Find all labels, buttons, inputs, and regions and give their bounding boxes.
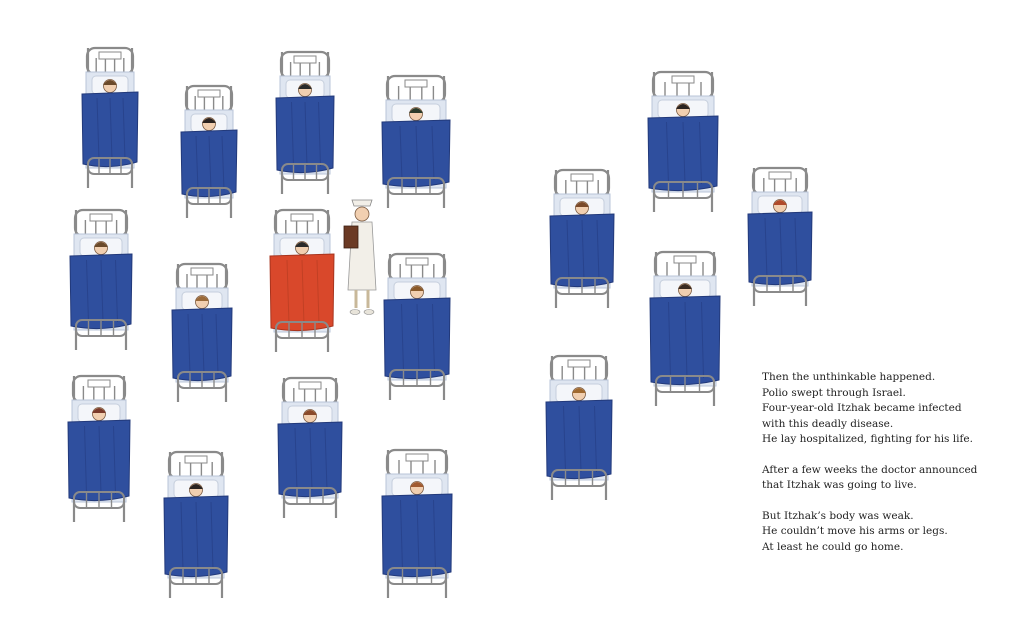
story-line: with this deadly disease. (762, 417, 894, 430)
story-line: At least he could go home. (762, 540, 904, 553)
story-line: He lay hospitalized, fighting for his life. (762, 433, 973, 445)
story-line: But Itzhak’s body was weak. (762, 509, 914, 522)
hospital-bed (270, 210, 334, 352)
hospital-bed (546, 356, 612, 500)
story-paragraph-1 (762, 370, 1002, 448)
hospital-bed (181, 86, 237, 218)
hospital-bed (382, 76, 450, 208)
story-line: Then the unthinkable happened. (762, 371, 936, 383)
hospital-bed (82, 48, 138, 188)
hospital-bed (70, 210, 132, 350)
hospital-bed (278, 378, 342, 518)
hospital-bed (276, 52, 334, 194)
hospital-bed (382, 450, 452, 598)
hospital-bed (68, 376, 130, 522)
story-line: After a few weeks the doctor announced (762, 463, 978, 476)
hospital-bed (650, 252, 720, 406)
hospital-bed (164, 452, 228, 598)
hospital-bed (748, 168, 812, 306)
story-line: He couldn’t move his arms or legs. (762, 525, 948, 537)
story-paragraph-3 (762, 509, 1002, 556)
hospital-bed (172, 264, 232, 402)
story-text (762, 370, 1002, 570)
hospital-bed (648, 72, 718, 212)
story-line: Polio swept through Israel. (762, 386, 906, 399)
hospital-bed (550, 170, 614, 308)
nurse-figure (344, 200, 376, 315)
story-paragraph-2 (762, 463, 1002, 494)
story-line: that Itzhak was going to live. (762, 479, 917, 491)
hospital-bed (384, 254, 450, 400)
story-line: Four-year-old Itzhak became infected (762, 402, 962, 414)
